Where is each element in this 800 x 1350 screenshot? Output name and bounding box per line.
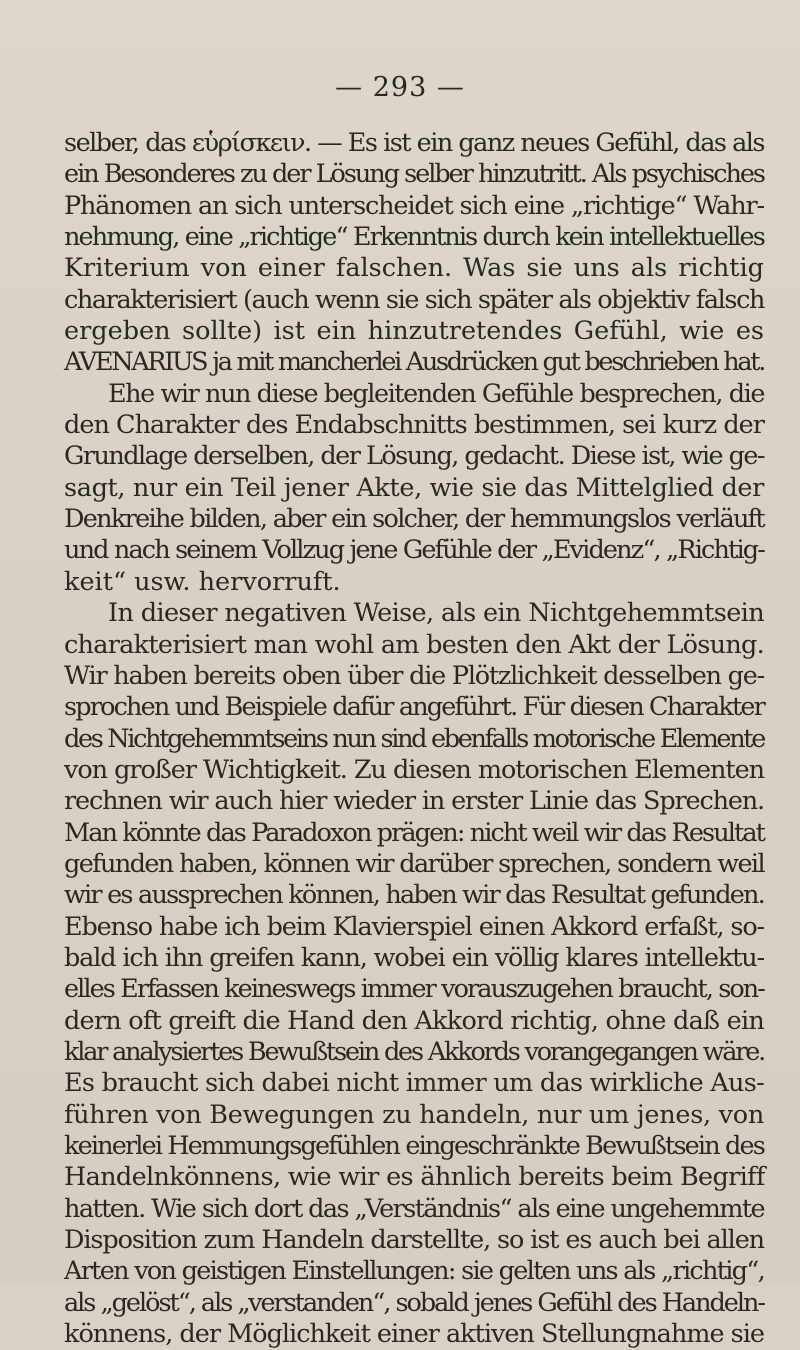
text-line: Phänomen an sich unterscheidet sich eine „richtige“ Wahr- <box>64 190 764 221</box>
text-line: Es braucht sich dabei nicht immer um das wirkliche Aus- <box>64 1068 764 1099</box>
text-line: Man könnte das Paradoxon prägen: nicht weil wir das Resultat <box>64 817 764 848</box>
text-line: nehmung, eine „richtige“ Erkenntnis durch kein intellektuelles <box>64 222 764 253</box>
text-line: Disposition zum Handeln darstellte, so ist es auch bei allen <box>64 1225 764 1256</box>
text-line: Wir haben bereits oben über die Plötzlichkeit desselben ge- <box>64 660 764 691</box>
text-line: rechnen wir auch hier wieder in erster Linie das Sprechen. <box>64 786 764 817</box>
text-line: keinerlei Hemmungsgefühlen eingeschränkte Bewußtsein des <box>64 1131 764 1161</box>
text-line: sagt, nur ein Teil jener Akte, wie sie das Mittelglied der <box>64 472 764 503</box>
text-line: keit“ usw. hervorruft. <box>64 566 341 597</box>
text-line: ergeben sollte) ist ein hinzutretendes Gefühl, wie es <box>64 316 764 347</box>
text-line: Ebenso habe ich beim Klavierspiel einen Akkord erfaßt, so- <box>64 911 764 942</box>
text-line: AVENARIUS ja mit mancherlei Ausdrücken gut beschrieben hat. <box>64 347 764 378</box>
text-line: gefunden haben, können wir darüber sprechen, sondern weil <box>64 848 764 879</box>
text-line: Ehe wir nun diese begleitenden Gefühle besprechen, die <box>108 378 764 409</box>
text-line: wir es aussprechen können, haben wir das Resultat gefunden. <box>64 880 764 911</box>
text-line: elles Erfassen keineswegs immer vorauszugehen braucht, son- <box>64 974 764 1005</box>
text-line: sprochen und Beispiele dafür angeführt. Für diesen Charakter <box>64 692 764 723</box>
text-line: Handelnkönnens, wie wir es ähnlich bereits beim Begriff <box>64 1162 765 1193</box>
text-line: könnens, der Möglichkeit einer aktiven Stellungnahme sie <box>64 1319 764 1350</box>
text-line: hatten. Wie sich dort das „Verständnis“ als eine ungehemmte <box>64 1193 764 1224</box>
text-line: Grundlage derselben, der Lösung, gedacht. Diese ist, wie ge- <box>64 441 764 472</box>
text-line: ein Besonderes zu der Lösung selber hinzutritt. Als psychisches <box>64 159 765 190</box>
text-line: und nach seinem Vollzug jene Gefühle der „Evidenz“, „Richtig- <box>64 535 765 566</box>
page-number-header: — 293 — <box>335 72 465 103</box>
text-line: als „gelöst“, als „verstanden“, sobald jenes Gefühl des Handeln- <box>64 1287 764 1318</box>
text-line: In dieser negativen Weise, als ein Nichtgehemmtsein <box>108 598 764 629</box>
text-line: charakterisiert man wohl am besten den Akt der Lösung. <box>64 629 764 660</box>
text-line: dern oft greift die Hand den Akkord richtig, ohne daß ein <box>64 1005 764 1036</box>
text-line: Arten von geistigen Einstellungen: sie gelten uns als „richtig“, <box>64 1256 764 1287</box>
text-line: den Charakter des Endabschnitts bestimmen, sei kurz der <box>64 410 764 441</box>
text-line: Denkreihe bilden, aber ein solcher, der hemmungslos verläuft <box>64 504 764 535</box>
text-line: bald ich ihn greifen kann, wobei ein völlig klares intellektu- <box>64 942 764 973</box>
text-line: des Nichtgehemmtseins nun sind ebenfalls motorische Elemente <box>64 723 764 754</box>
body-text <box>64 128 764 1350</box>
text-line: klar analysiertes Bewußtsein des Akkords vorangegangen wäre. <box>64 1036 764 1067</box>
text-line: charakterisiert (auch wenn sie sich später als objektiv falsch <box>64 284 764 315</box>
text-line: von großer Wichtigkeit. Zu diesen motorischen Elementen <box>64 754 764 785</box>
text-line: Kriterium von einer falschen. Was sie uns als richtig <box>64 253 764 284</box>
text-line: führen von Bewegungen zu handeln, nur um jenes, von <box>64 1099 764 1130</box>
text-line: selber, das εὑρίσκειν. — Es ist ein ganz neues Gefühl, das als <box>64 128 764 158</box>
